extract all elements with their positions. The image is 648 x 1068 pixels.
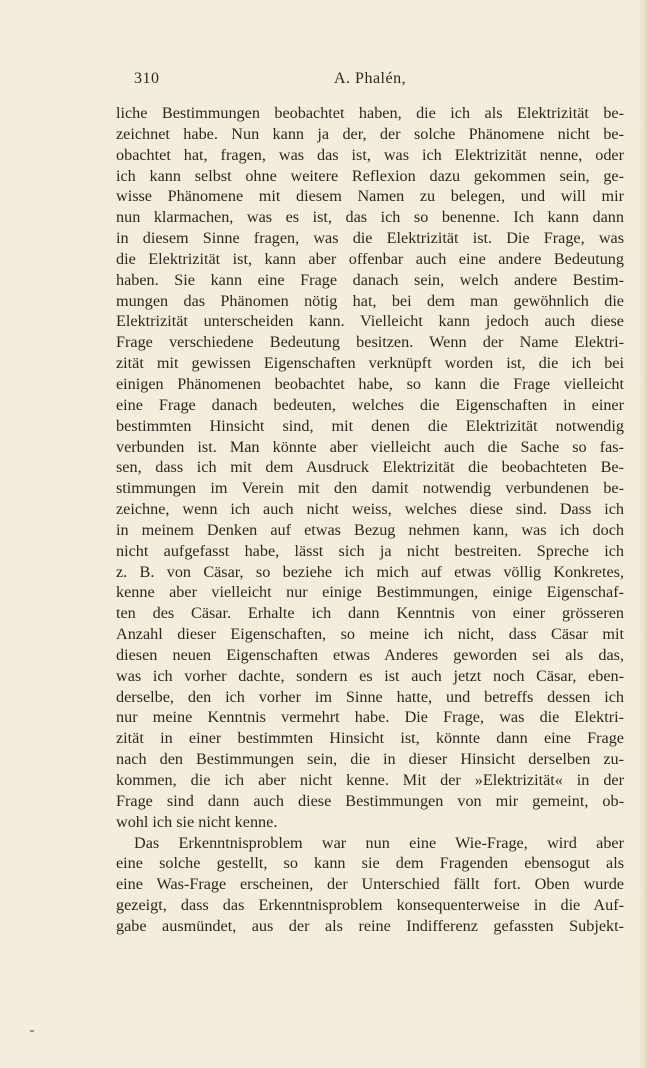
text-line: z. B. von Cäsar, so beziehe ich mich auf etwas völlig Konkretes, (116, 562, 624, 581)
text-line: Frage verschiedene Bedeutung besitzen. Wenn der Name Elektri- (116, 333, 624, 352)
text-line: Elektrizität unterscheiden kann. Vielleicht kann jedoch auch diese (116, 312, 624, 331)
paragraph-first-line: Das Erkenntnisproblem war nun eine Wie-Frage, wird aber (134, 833, 624, 852)
text-line: eine Frage danach bedeuten, welches die Eigenschaften in einer (116, 395, 624, 414)
text-line: die Elektrizität ist, kann aber offenbar auch eine andere Bedeutung (116, 249, 624, 268)
author-heading: A. Phalén, (334, 70, 407, 87)
text-line: gabe ausmündet, aus der als reine Indifferenz gefassten Subjekt- (116, 916, 624, 935)
text-line: eine Was-Frage erscheinen, der Unterschied fällt fort. Oben wurde (116, 875, 624, 894)
text-line: sen, dass ich mit dem Ausdruck Elektrizität die beobachteten Be- (116, 458, 624, 477)
text-line: liche Bestimmungen beobachtet haben, die ich als Elektrizität be- (116, 104, 624, 122)
text-line: verbunden ist. Man könnte aber vielleicht auch die Sache so fas- (116, 437, 624, 456)
text-line: in meinem Denken auf etwas Bezug nehmen kann, was ich doch (116, 520, 624, 539)
text-line: mungen das Phänomen nötig hat, bei dem man gewöhnlich die (116, 291, 624, 310)
text-line: zität mit gewissen Eigenschaften verknüpft worden ist, die ich bei (116, 354, 624, 373)
text-line: derselbe, den ich vorher im Sinne hatte, und betreffs dessen ich (116, 687, 624, 706)
text-line: zeichnet habe. Nun kann ja der, der solche Phänomene nicht be- (116, 124, 624, 143)
text-line: nach den Bestimmungen sein, die in dieser Hinsicht derselben zu- (116, 750, 624, 769)
text-line: ich kann selbst ohne weitere Reflexion dazu gekommen sein, ge- (116, 166, 624, 185)
text-line: haben. Sie kann eine Frage danach sein, welch andere Bestim- (116, 270, 624, 289)
text-line: eine solche gestellt, so kann sie dem Fragenden ebensogut als (116, 854, 624, 873)
running-head (134, 70, 624, 94)
text-line: was ich vorher dachte, sondern es ist auch jetzt noch Cäsar, eben- (116, 666, 624, 685)
text-line: Frage sind dann auch diese Bestimmungen von mir gemeint, ob- (116, 791, 624, 810)
text-line: kenne aber vielleicht nur einige Bestimmungen, einige Eigenschaf- (116, 583, 624, 602)
paragraph-last-line: wohl ich sie nicht kenne. (116, 812, 278, 831)
scan-mark (30, 1030, 34, 1032)
text-line: in diesem Sinne fragen, was die Elektrizität ist. Die Frage, was (116, 229, 624, 248)
text-line: obachtet hat, fragen, was das ist, was ich Elektrizität nenne, oder (116, 145, 624, 164)
text-line: bestimmten Hinsicht sind, mit denen die Elektrizität notwendig (116, 416, 624, 435)
text-line: nun klarmachen, was es ist, das ich so benenne. Ich kann dann (116, 208, 624, 227)
text-line: ten des Cäsar. Erhalte ich dann Kenntnis von einer grösseren (116, 604, 624, 623)
text-line: wisse Phänomene mit diesem Namen zu belegen, und will mir (116, 187, 624, 206)
text-line: kommen, die ich aber nicht kenne. Mit der »Elektrizität« in der (116, 771, 624, 789)
body-text (116, 103, 624, 937)
text-line: gezeigt, dass das Erkenntnisproblem konsequenterweise in die Auf- (116, 896, 624, 915)
text-line: Anzahl dieser Eigenschaften, so meine ich nicht, dass Cäsar mit (116, 625, 624, 644)
text-line: diesen neuen Eigenschaften etwas Anderes geworden sei als das, (116, 645, 624, 664)
text-line: stimmungen im Verein mit den damit notwendig verbundenen be- (116, 479, 624, 498)
text-line: zität in einer bestimmten Hinsicht ist, könnte dann eine Frage (116, 729, 624, 748)
text-line: zeichne, wenn ich auch nicht weiss, welches diese sind. Dass ich (116, 500, 624, 519)
page-edge (638, 0, 648, 1068)
page-number: 310 (134, 70, 160, 87)
text-line: nicht aufgefasst habe, lässt sich ja nicht bestreiten. Spreche ich (116, 541, 624, 560)
text-line: einigen Phänomenen beobachtet habe, so kann die Frage vielleicht (116, 374, 624, 393)
text-line: nur meine Kenntnis vermehrt habe. Die Frage, was die Elektri- (116, 708, 624, 727)
